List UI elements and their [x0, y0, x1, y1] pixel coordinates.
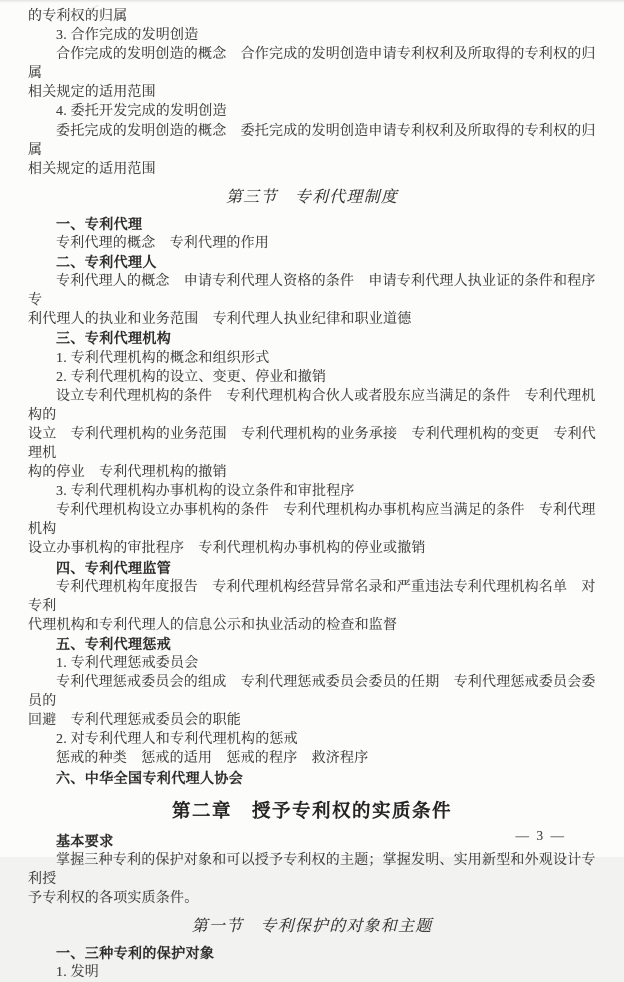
body-line: 相关规定的适用范围 — [28, 85, 156, 101]
body-line: 的专利权的归属 — [28, 9, 128, 24]
list-heading: 六、中华全国专利代理人协会 — [56, 769, 244, 786]
numbered-item: 2. 专利代理机构的设立、变更、停业和撤销 — [56, 369, 327, 385]
section-heading: 第一节 专利保护的对象和主题 — [191, 918, 433, 936]
body-line: 专利代理人的概念 申请专利代理人资格的条件 申请专利代理人执业证的条件和程序 专 — [28, 274, 610, 309]
body-line: 掌握三种专利的保护对象和可以授予专利权的主题；掌握发明、实用新型和外观设计专利授 — [28, 852, 596, 887]
list-heading: 基本要求 — [56, 832, 114, 849]
body-line: 专利代理的概念 专利代理的作用 — [56, 235, 269, 251]
list-heading: 一、三种专利的保护对象 — [56, 945, 215, 962]
body-line: 予专利权的各项实质条件。 — [28, 890, 199, 906]
list-heading: 二、专利代理人 — [56, 254, 157, 271]
page-number: — 3 — — [515, 828, 566, 843]
numbered-item: 1. 专利代理机构的概念和组织形式 — [56, 350, 270, 366]
numbered-item: 3. 专利代理机构办事机构的设立条件和审批程序 — [56, 484, 355, 500]
body-line: 代理机构和专利代理人的信息公示和执业活动的检查和监督 — [28, 617, 398, 633]
body-line: 利代理人的执业和业务范围 专利代理人执业纪律和职业道德 — [28, 312, 412, 328]
list-heading: 五、专利代理惩戒 — [56, 635, 172, 652]
list-heading: 三、专利代理机构 — [56, 330, 172, 347]
numbered-item: 4. 委托开发完成的发明创造 — [56, 104, 227, 120]
body-line: 专利代理机构设立办事机构的条件 专利代理机构办事机构应当满足的条件 专利代理机构 — [28, 503, 596, 538]
section-heading: 第三节 专利代理制度 — [225, 188, 398, 206]
numbered-item: 1. 发明 — [56, 965, 99, 981]
body-line: 专利代理机构年度报告 专利代理机构经营异常名录和严重违法专利代理机构名单 对专利 — [28, 579, 596, 614]
body-line: 合作完成的发明创造的概念 合作完成的发明创造申请专利权利及所取得的专利权的归属 — [28, 47, 596, 82]
body-line: 设立专利代理机构的条件 专利代理机构合伙人或者股东应当满足的条件 专利代理机构的 — [28, 388, 596, 423]
numbered-item: 2. 对专利代理人和专利代理机构的惩戒 — [56, 732, 298, 748]
body-line: 专利代理惩戒委员会的组成 专利代理惩戒委员会委员的任期 专利代理惩戒委员会委员的 — [28, 675, 596, 710]
body-line: 惩戒的种类 惩戒的适用 惩戒的程序 救济程序 — [56, 751, 369, 767]
numbered-item: 1. 专利代理惩戒委员会 — [56, 656, 199, 671]
body-line: 委托完成的发明创造的概念 委托完成的发明创造申请专利权利及所取得的专利权的归属 — [28, 123, 596, 158]
body-line: 回避 专利代理惩戒委员会的职能 — [28, 713, 241, 729]
body-line: 构的停业 专利代理机构的撤销 — [28, 465, 227, 481]
body-line: 设立办事机构的审批程序 专利代理机构办事机构的停业或撤销 — [28, 541, 426, 557]
numbered-item: 3. 合作完成的发明创造 — [56, 28, 199, 44]
chapter-heading: 第二章 授予专利权的实质条件 — [171, 799, 452, 821]
list-heading: 一、专利代理 — [56, 215, 143, 232]
body-line: 设立 专利代理机构的业务范围 专利代理机构的业务承接 专利代理机构的变更 专利代理机 — [28, 426, 596, 461]
body-line: 相关规定的适用范围 — [28, 161, 156, 177]
list-heading: 四、专利代理监管 — [56, 559, 172, 576]
